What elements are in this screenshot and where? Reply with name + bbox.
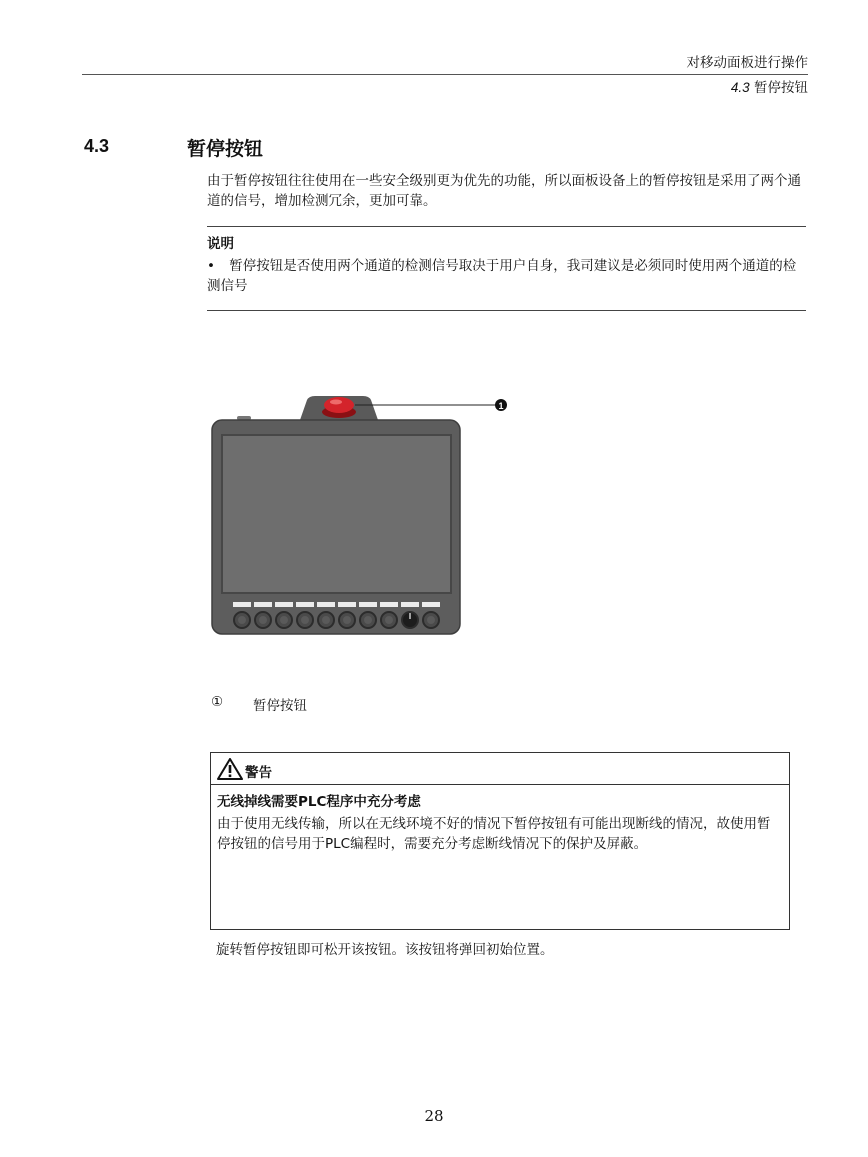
note-box: [207, 226, 806, 311]
note-title: 说明: [207, 236, 234, 252]
running-subtitle: [731, 78, 808, 98]
note-item: [207, 256, 806, 296]
header-section-name: 暂停按钮: [754, 80, 808, 96]
warning-triangle-icon: [217, 758, 243, 780]
warning-box: [210, 752, 790, 930]
legend-text: 暂停按钮: [253, 698, 307, 714]
figure-legend: [211, 694, 307, 714]
mobile-panel-figure: [205, 390, 525, 640]
header-rule: [82, 74, 808, 75]
release-instruction: 旋转暂停按钮即可松开该按钮。该按钮将弹回初始位置。: [216, 942, 554, 958]
chapter-title: 对移动面板进行操作: [686, 55, 808, 71]
intro-paragraph: 由于暂停按钮往往使用在一些安全级别更为优先的功能，所以面板设备上的暂停按钮是采用了两个通道的信号，增加检测冗余，更加可靠。: [207, 173, 801, 209]
estop-button-icon: [324, 397, 354, 413]
page-number: 28: [424, 1107, 444, 1125]
callout-number: 1: [498, 401, 504, 411]
header-section-number: 4.3: [730, 80, 750, 95]
running-head: [686, 54, 809, 96]
section-number: 4.3: [84, 136, 110, 156]
bullet: •: [207, 258, 215, 274]
note-text: 暂停按钮是否使用两个通道的检测信号取决于用户自身，我司建议是必须同时使用两个通道的检测信号: [207, 258, 797, 294]
section-title: 暂停按钮: [187, 138, 264, 160]
warning-label: 警告: [245, 764, 272, 781]
warning-header: [211, 753, 789, 785]
warning-title: 无线掉线需要PLC程序中充分考虑: [217, 794, 421, 810]
warning-text: 由于使用无线传输，所以在无线环境不好的情况下暂停按钮有可能出现断线的情况，故使用暂停按钮的信号用于PLC编程时，需要充分考虑断线情况下的保护及屏蔽。: [217, 816, 771, 852]
panel-screen: [222, 435, 451, 593]
legend-marker: ①: [211, 694, 224, 710]
